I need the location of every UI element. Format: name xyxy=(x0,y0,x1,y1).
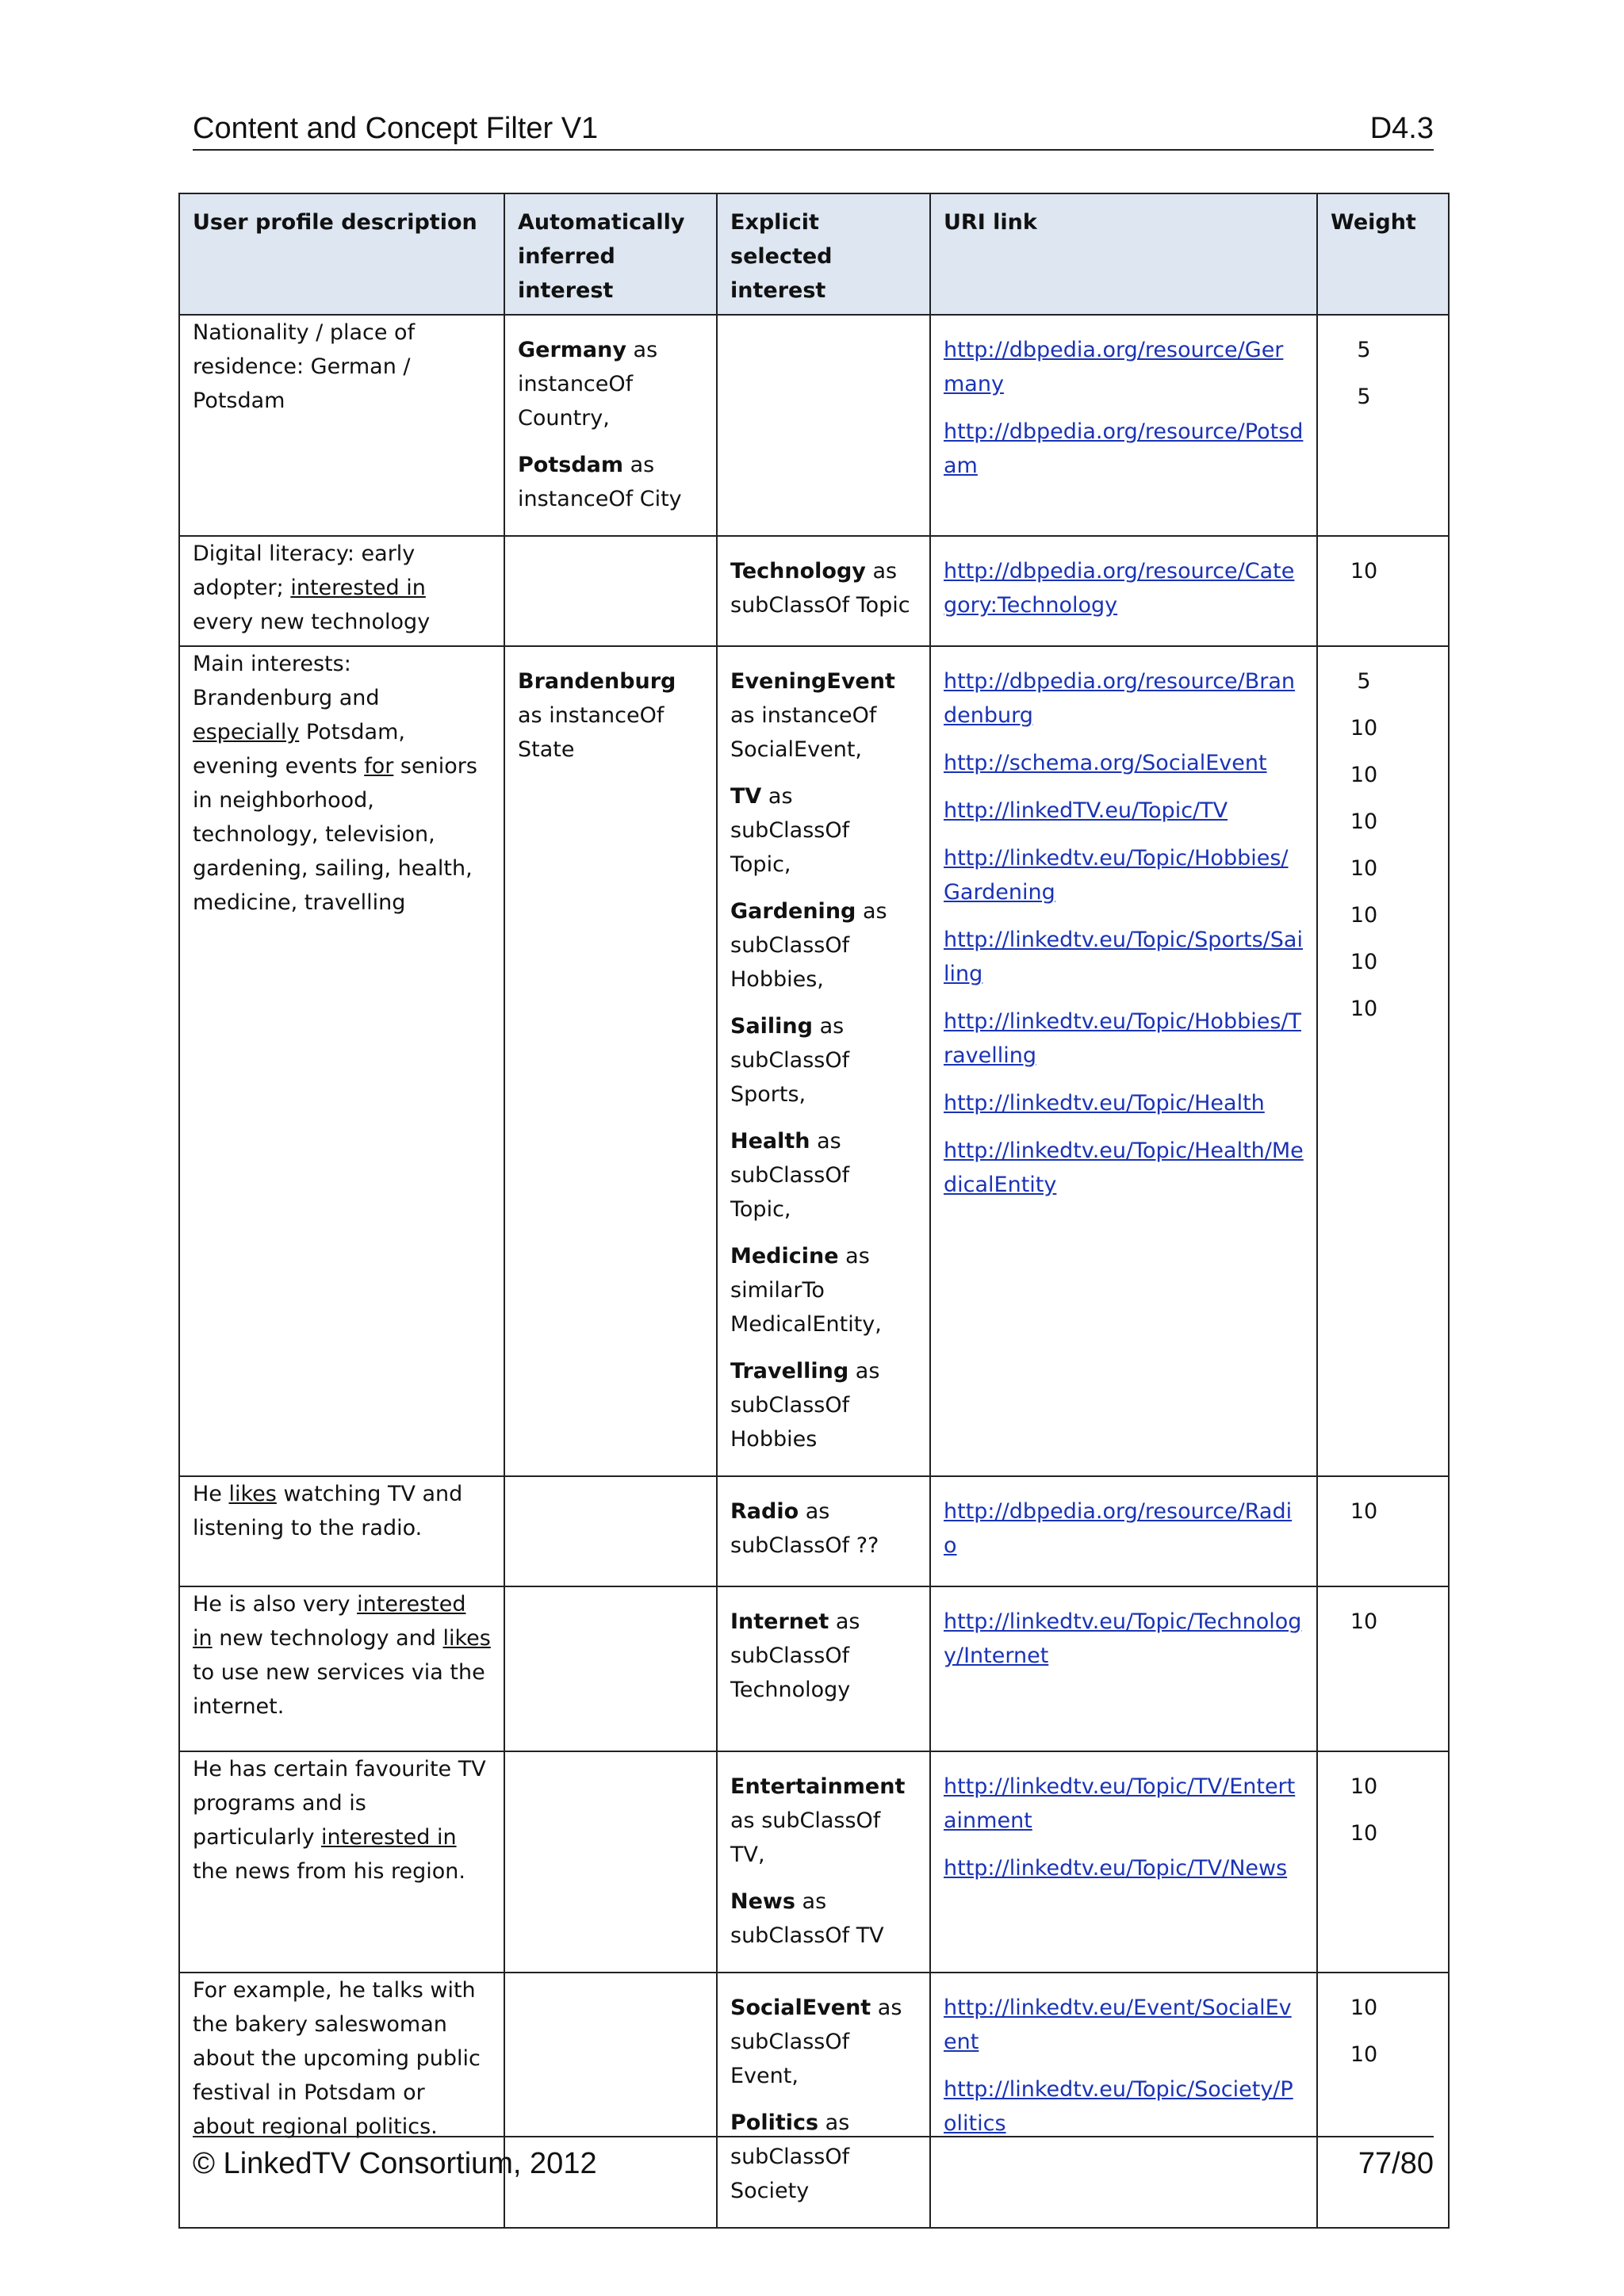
column-header-inferred: Automatically inferred interest xyxy=(504,193,717,315)
interest-item xyxy=(730,554,917,622)
weight-cell xyxy=(1317,1973,1449,2228)
interest-term: Travelling xyxy=(730,1359,849,1383)
uri-link[interactable]: http://dbpedia.org/resource/Brandenburg xyxy=(944,669,1296,728)
table-header-row xyxy=(179,193,1449,315)
uri-link-cell xyxy=(930,1476,1317,1586)
interest-relation: as subClassOf Topic, xyxy=(730,784,850,877)
interest-term: News xyxy=(730,1889,795,1914)
interest-item xyxy=(730,664,917,767)
uri-link[interactable]: http://dbpedia.org/resource/Potsdam xyxy=(944,419,1304,478)
description-text: Potsdam, evening events xyxy=(193,720,405,779)
uri-link-cell xyxy=(930,646,1317,1476)
explicit-interest-cell xyxy=(717,536,930,646)
weight-value: 10 xyxy=(1350,716,1378,740)
description-text: Digital literacy: early adopter; xyxy=(193,541,416,600)
interest-term: Medicine xyxy=(730,1244,839,1269)
weight-value: 10 xyxy=(1350,2042,1378,2067)
uri-link[interactable]: http://linkedtv.eu/Topic/Health/MedicalEntity xyxy=(944,1138,1304,1197)
weight-value: 10 xyxy=(1350,1499,1378,1524)
description-text: new technology and xyxy=(212,1626,443,1651)
interest-item xyxy=(730,1239,917,1341)
table-row xyxy=(179,1476,1449,1586)
explicit-interest-cell xyxy=(717,1751,930,1973)
interest-relation: as subClassOf Event, xyxy=(730,1996,902,2088)
uri-link-cell xyxy=(930,1973,1317,2228)
interest-item xyxy=(730,1770,917,1872)
interest-term: Potsdam xyxy=(518,453,623,477)
uri-link[interactable]: http://linkedtv.eu/Topic/Health xyxy=(944,1091,1265,1115)
interest-relation: as subClassOf Topic xyxy=(730,559,910,618)
weight-cell xyxy=(1317,1751,1449,1973)
column-header-uri: URI link xyxy=(930,193,1317,315)
uri-link[interactable]: http://linkedtv.eu/Topic/Technology/Internet xyxy=(944,1609,1302,1668)
profile-description-cell xyxy=(179,315,504,536)
weight-value: 10 xyxy=(1350,1996,1378,2020)
interest-term: Gardening xyxy=(730,899,856,924)
explicit-interest-cell xyxy=(717,1586,930,1751)
uri-link-cell xyxy=(930,1751,1317,1973)
uri-link[interactable]: http://dbpedia.org/resource/Category:Technology xyxy=(944,559,1295,618)
interest-term: Sailing xyxy=(730,1014,813,1039)
interest-relation: as subClassOf Topic, xyxy=(730,1129,850,1222)
uri-link[interactable]: http://linkedtv.eu/Topic/Hobbies/Travelling xyxy=(944,1009,1301,1068)
profile-description-cell xyxy=(179,1586,504,1751)
table-row xyxy=(179,1586,1449,1751)
uri-link-cell xyxy=(930,1586,1317,1751)
interest-relation: as instanceOf City xyxy=(518,453,682,511)
inferred-interest-cell xyxy=(504,1973,717,2228)
table-row xyxy=(179,315,1449,536)
interest-term: TV xyxy=(730,784,762,809)
interest-relation: as subClassOf Technology xyxy=(730,1609,860,1702)
interest-relation: as similarTo MedicalEntity, xyxy=(730,1244,882,1337)
description-text: watching TV and listening to the radio. xyxy=(193,1482,463,1540)
interest-item xyxy=(730,1124,917,1226)
table-row xyxy=(179,536,1449,646)
document-id: D4.3 xyxy=(1369,112,1434,145)
copyright-notice: © LinkedTV Consortium, 2012 xyxy=(193,2146,597,2180)
description-underlined-text: especially xyxy=(193,720,300,744)
interest-term: Germany xyxy=(518,338,626,362)
weight-value: 10 xyxy=(1350,856,1378,881)
table-row xyxy=(179,1751,1449,1973)
uri-link[interactable]: http://linkedtv.eu/Topic/Society/Politics xyxy=(944,2077,1293,2136)
explicit-interest-cell xyxy=(717,315,930,536)
explicit-interest-cell xyxy=(717,1476,930,1586)
weight-cell xyxy=(1317,1586,1449,1751)
interest-relation: as subClassOf ?? xyxy=(730,1499,879,1558)
profile-description-cell xyxy=(179,1476,504,1586)
interest-term: Politics xyxy=(730,2110,819,2135)
interest-item xyxy=(730,1009,917,1112)
weight-value: 10 xyxy=(1350,1821,1378,1846)
weight-value: 5 xyxy=(1357,338,1371,362)
interest-term: Health xyxy=(730,1129,810,1154)
page-header xyxy=(193,108,1434,151)
weight-cell xyxy=(1317,536,1449,646)
interest-term: SocialEvent xyxy=(730,1996,871,2020)
explicit-interest-cell xyxy=(717,1973,930,2228)
inferred-interest-cell xyxy=(504,315,717,536)
interest-term: EveningEvent xyxy=(730,669,895,694)
column-header-explicit: Explicit selected interest xyxy=(717,193,930,315)
interest-item xyxy=(730,1494,917,1563)
page-footer xyxy=(193,2136,1434,2183)
description-text: He xyxy=(193,1482,229,1506)
weight-value: 10 xyxy=(1350,1774,1378,1799)
interest-item xyxy=(518,448,703,516)
profile-description-cell xyxy=(179,1973,504,2228)
description-underlined-text: likes xyxy=(442,1626,491,1651)
interest-item xyxy=(730,1354,917,1456)
interest-item xyxy=(518,333,703,435)
uri-link[interactable]: http://linkedtv.eu/Topic/Hobbies/Gardening xyxy=(944,846,1289,905)
description-text: seniors in neighborhood, technology, television, gardening, sailing, health, medicine, travelling xyxy=(193,754,477,915)
uri-link[interactable]: http://schema.org/SocialEvent xyxy=(944,751,1267,775)
description-underlined-text: interested in xyxy=(290,576,426,600)
inferred-interest-cell xyxy=(504,646,717,1476)
weight-value: 10 xyxy=(1350,1609,1378,1634)
explicit-interest-cell xyxy=(717,646,930,1476)
profile-description-cell xyxy=(179,646,504,1476)
description-text: He is also very xyxy=(193,1592,358,1617)
uri-link-cell xyxy=(930,536,1317,646)
table-row xyxy=(179,1973,1449,2228)
interest-item xyxy=(730,1991,917,2093)
uri-link-cell xyxy=(930,315,1317,536)
interest-term: Internet xyxy=(730,1609,829,1634)
interest-item xyxy=(730,894,917,997)
interest-item xyxy=(518,664,703,767)
interest-relation: as subClassOf Society xyxy=(730,2110,850,2203)
description-underlined-text: interested in xyxy=(321,1825,457,1850)
weight-cell xyxy=(1317,315,1449,536)
weight-value: 10 xyxy=(1350,809,1378,834)
interest-relation: as instanceOf Country, xyxy=(518,338,658,430)
profile-description-cell xyxy=(179,1751,504,1973)
interest-item xyxy=(730,1885,917,1953)
description-text: Main interests: Brandenburg and xyxy=(193,652,380,710)
column-header-description: User profile description xyxy=(179,193,504,315)
description-text: Nationality / place of residence: German / Potsdam xyxy=(193,320,416,413)
interest-relation: as subClassOf TV, xyxy=(730,1808,881,1867)
inferred-interest-cell xyxy=(504,1751,717,1973)
interest-term: Technology xyxy=(730,559,866,584)
column-header-weight: Weight xyxy=(1317,193,1449,315)
description-text: to use new services via the internet. xyxy=(193,1660,485,1719)
inferred-interest-cell xyxy=(504,1586,717,1751)
weight-value: 5 xyxy=(1357,669,1371,694)
document-title: Content and Concept Filter V1 xyxy=(193,112,599,145)
interest-relation: as subClassOf Hobbies, xyxy=(730,899,887,992)
description-text: For example, he talks with the bakery saleswoman about the upcoming public festival in Potsdam or about regional politics. xyxy=(193,1978,481,2139)
interest-relation: as subClassOf Hobbies xyxy=(730,1359,880,1452)
interest-relation: as subClassOf Sports, xyxy=(730,1014,850,1107)
interest-term: Entertainment xyxy=(730,1774,906,1799)
weight-value: 10 xyxy=(1350,950,1378,974)
profile-description-cell xyxy=(179,536,504,646)
uri-link[interactable]: http://linkedtv.eu/Topic/TV/Entertainment xyxy=(944,1774,1296,1833)
uri-link[interactable]: http://dbpedia.org/resource/Radio xyxy=(944,1499,1293,1558)
weight-value: 5 xyxy=(1357,385,1371,409)
description-text: every new technology xyxy=(193,610,431,634)
interest-relation: as subClassOf TV xyxy=(730,1889,884,1948)
table-row xyxy=(179,646,1449,1476)
interest-item xyxy=(730,1605,917,1707)
table-body xyxy=(179,315,1449,2228)
uri-link[interactable]: http://linkedTV.eu/Topic/TV xyxy=(944,798,1228,823)
user-profile-table xyxy=(178,193,1450,2229)
inferred-interest-cell xyxy=(504,1476,717,1586)
uri-link[interactable]: http://dbpedia.org/resource/Germany xyxy=(944,338,1284,396)
interest-relation: as instanceOf State xyxy=(518,703,665,762)
weight-value: 10 xyxy=(1350,997,1378,1021)
weight-cell xyxy=(1317,646,1449,1476)
interest-relation: as instanceOf SocialEvent, xyxy=(730,703,877,762)
weight-value: 10 xyxy=(1350,559,1378,584)
interest-term: Brandenburg xyxy=(518,669,676,694)
weight-value: 10 xyxy=(1350,763,1378,787)
page-number: 77/80 xyxy=(1358,2146,1434,2180)
description-text: the news from his region. xyxy=(193,1859,465,1884)
description-text: He has certain favourite TV programs and is particularly xyxy=(193,1757,486,1850)
weight-cell xyxy=(1317,1476,1449,1586)
interest-item xyxy=(730,779,917,882)
uri-link[interactable]: http://linkedtv.eu/Event/SocialEvent xyxy=(944,1996,1292,2054)
uri-link[interactable]: http://linkedtv.eu/Topic/Sports/Sailing xyxy=(944,928,1303,986)
inferred-interest-cell xyxy=(504,536,717,646)
uri-link[interactable]: http://linkedtv.eu/Topic/TV/News xyxy=(944,1856,1288,1881)
description-underlined-text: for xyxy=(364,754,394,779)
weight-value: 10 xyxy=(1350,903,1378,928)
description-underlined-text: interested in xyxy=(193,1592,466,1651)
description-underlined-text: likes xyxy=(228,1482,277,1506)
interest-term: Radio xyxy=(730,1499,799,1524)
